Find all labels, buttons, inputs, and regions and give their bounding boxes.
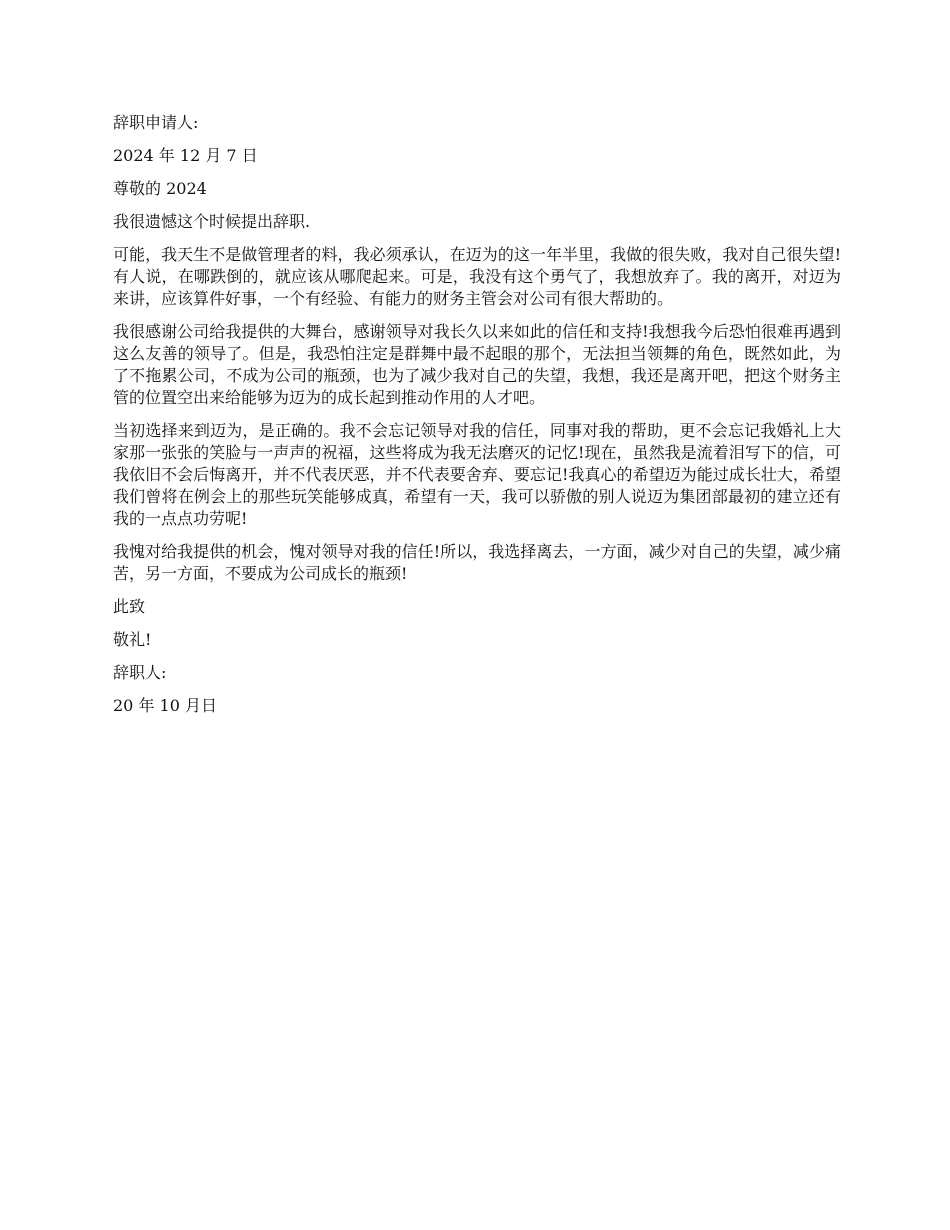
resignation-letter [113,112,841,728]
paragraph-2: 可能，我天生不是做管理者的料，我必须承认，在迈为的这一年半里，我做的很失败，我对自己很失望!有人说，在哪跌倒的，就应该从哪爬起来。可是，我没有这个勇气了，我想放弃了。我的离开，对迈为来讲，应该算件好事，一个有经验、有能力的财务主管会对公司有很大帮助的。 [113,245,841,308]
paragraph-1: 我很遗憾这个时候提出辞职. [113,212,311,231]
applicant-line: 辞职申请人: [113,113,199,132]
paragraph-3: 我很感谢公司给我提供的大舞台，感谢领导对我长久以来如此的信任和支持!我想我今后恐怕很难再遇到这么友善的领导了。但是，我恐怕注定是群舞中最不起眼的那个，无法担当领舞的角色，既然如此，为了不拖累公司，不成为公司的瓶颈，也为了减少我对自己的失望，我想，我还是离开吧，把这个财务主管的位置空出来给能够为迈为的成长起到推动作用的人才吧。 [113,322,841,407]
closing-line-2: 敬礼! [113,630,152,649]
paragraph-5: 我愧对给我提供的机会，愧对领导对我的信任!所以，我选择离去，一方面，减少对自己的失望，减少痛苦，另一方面，不要成为公司成长的瓶颈! [113,542,841,583]
closing-line-1: 此致 [113,597,146,616]
salutation: 尊敬的 2024 [113,179,207,198]
date-bottom: 20 年 10 月日 [113,696,217,715]
date-top: 2024 年 12 月 7 日 [113,146,258,165]
paragraph-4: 当初选择来到迈为，是正确的。我不会忘记领导对我的信任，同事对我的帮助，更不会忘记我婚礼上大家那一张张的笑脸与一声声的祝福，这些将成为我无法磨灭的记忆!现在，虽然我是流着泪写下的信，可我依旧不会后悔离开，并不代表厌恶，并不代表要舍弃、要忘记!我真心的希望迈为能过成长壮大，希望我们曾将在例会上的那些玩笑能够成真，希望有一天，我可以骄傲的别人说迈为集团部最初的建立还有我的一点点功劳呢! [113,421,841,528]
signature-line: 辞职人: [113,663,167,682]
